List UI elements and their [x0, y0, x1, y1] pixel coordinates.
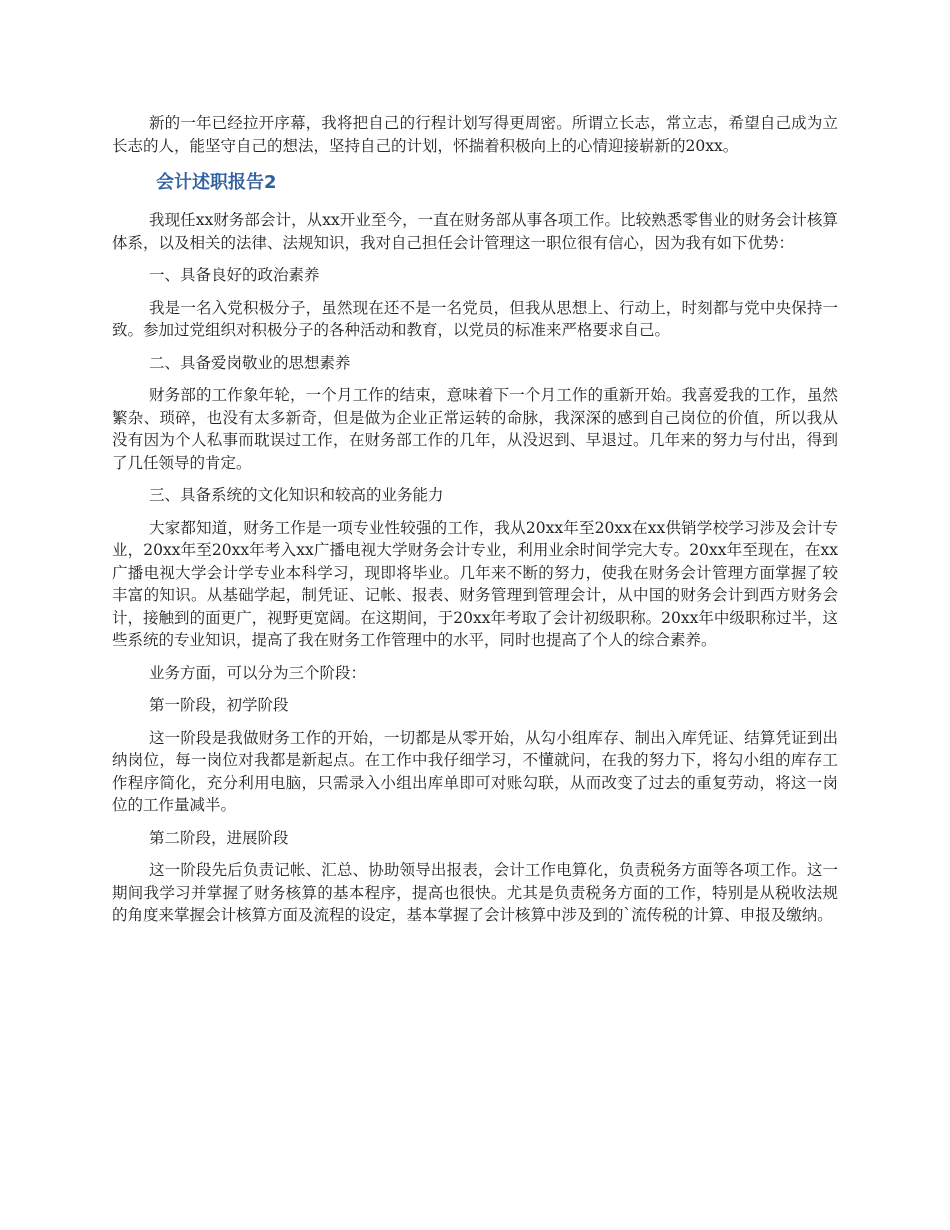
- paragraph-1: 我现任xx财务部会计，从xx开业至今，一直在财务部从事各项工作。比较熟悉零售业的财务会计核算体系，以及相关的法律、法规知识，我对自己担任会计管理这一职位很有信心，因为我有如下优势：: [112, 211, 838, 252]
- subsection-title-1: 一、具备良好的政治素养: [149, 266, 320, 284]
- subsection-title-2: 二、具备爱岗敬业的思想素养: [149, 353, 351, 372]
- document-page: [112, 112, 838, 937]
- stage-title-2: 第二阶段，进展阶段: [149, 828, 289, 847]
- paragraph-6: 这一阶段是我做财务工作的开始，一切都是从零开始，从勾小组库存、制出入库凭证、结算凭证到出纳岗位，每一岗位对我都是新起点。在工作中我仔细学习，不懂就问，在我的努力下，将勾小组的库存工作程序简化，充分利用电脑，只需录入小组出库单即可对账勾联，从而改变了过去的重复劳动，将这一岗位的工作量减半。: [112, 728, 838, 814]
- paragraph-2: 我是一名入党积极分子，虽然现在还不是一名党员，但我从思想上、行动上，时刻都与党中央保持一致。参加过党组织对积极分子的各种活动和教育，以党员的标准来严格要求自己。: [112, 298, 838, 339]
- intro-paragraph: 新的一年已经拉开序幕，我将把自己的行程计划写得更周密。所谓立长志，常立志，希望自己成为立长志的人，能坚守自己的想法，坚持自己的计划，怀揣着积极向上的心情迎接崭新的20xx。: [112, 114, 838, 155]
- section-heading: 会计述职报告2: [156, 172, 277, 193]
- stage-title-1: 第一阶段，初学阶段: [149, 696, 289, 714]
- paragraph-4: 大家都知道，财务工作是一项专业性较强的工作，我从20xx年至20xx在xx供销学校学习涉及会计专业，20xx年至20xx年考入xx广播电视大学财务会计专业，利用业余时间学完大专。20xx年至现在，在xx广播电视大学会计学专业本科学习，现即将毕业。几年来不断的努力，使我在财务会计管理方面掌握了较丰富的知识。从基础学起，制凭证、记帐、报表、财务管理到管理会计，从中国的财务会计到西方财务会计，接触到的面更广，视野更宽阔。在这期间，于20xx年考取了会计初级职称。20xx年中级职称过半，这些系统的专业知识，提高了我在财务工作管理中的水平，同时也提高了个人的综合素养。: [112, 518, 838, 649]
- paragraph-7: 这一阶段先后负责记帐、汇总、协助领导出报表，会计工作电算化，负责税务方面等各项工作。这一期间我学习并掌握了财务核算的基本程序，提高也很快。尤其是负责税务方面的工作，特别是从税收法规的角度来掌握会计核算方面及流程的设定，基本掌握了会计核算中涉及到的`流传税的计算、申报及缴纳。: [112, 861, 838, 924]
- subsection-title-3: 三、具备系统的文化知识和较高的业务能力: [149, 486, 444, 504]
- paragraph-3: 财务部的工作象年轮，一个月工作的结束，意味着下一个月工作的重新开始。我喜爱我的工作，虽然繁杂、琐碎，也没有太多新奇，但是做为企业正常运转的命脉，我深深的感到自己岗位的价值，所以我从没有因为个人私事而耽误过工作，在财务部工作的几年，从没迟到、早退过。几年来的努力与付出，得到了几任领导的肯定。: [112, 386, 838, 472]
- business-intro: 业务方面，可以分为三个阶段：: [149, 663, 367, 682]
